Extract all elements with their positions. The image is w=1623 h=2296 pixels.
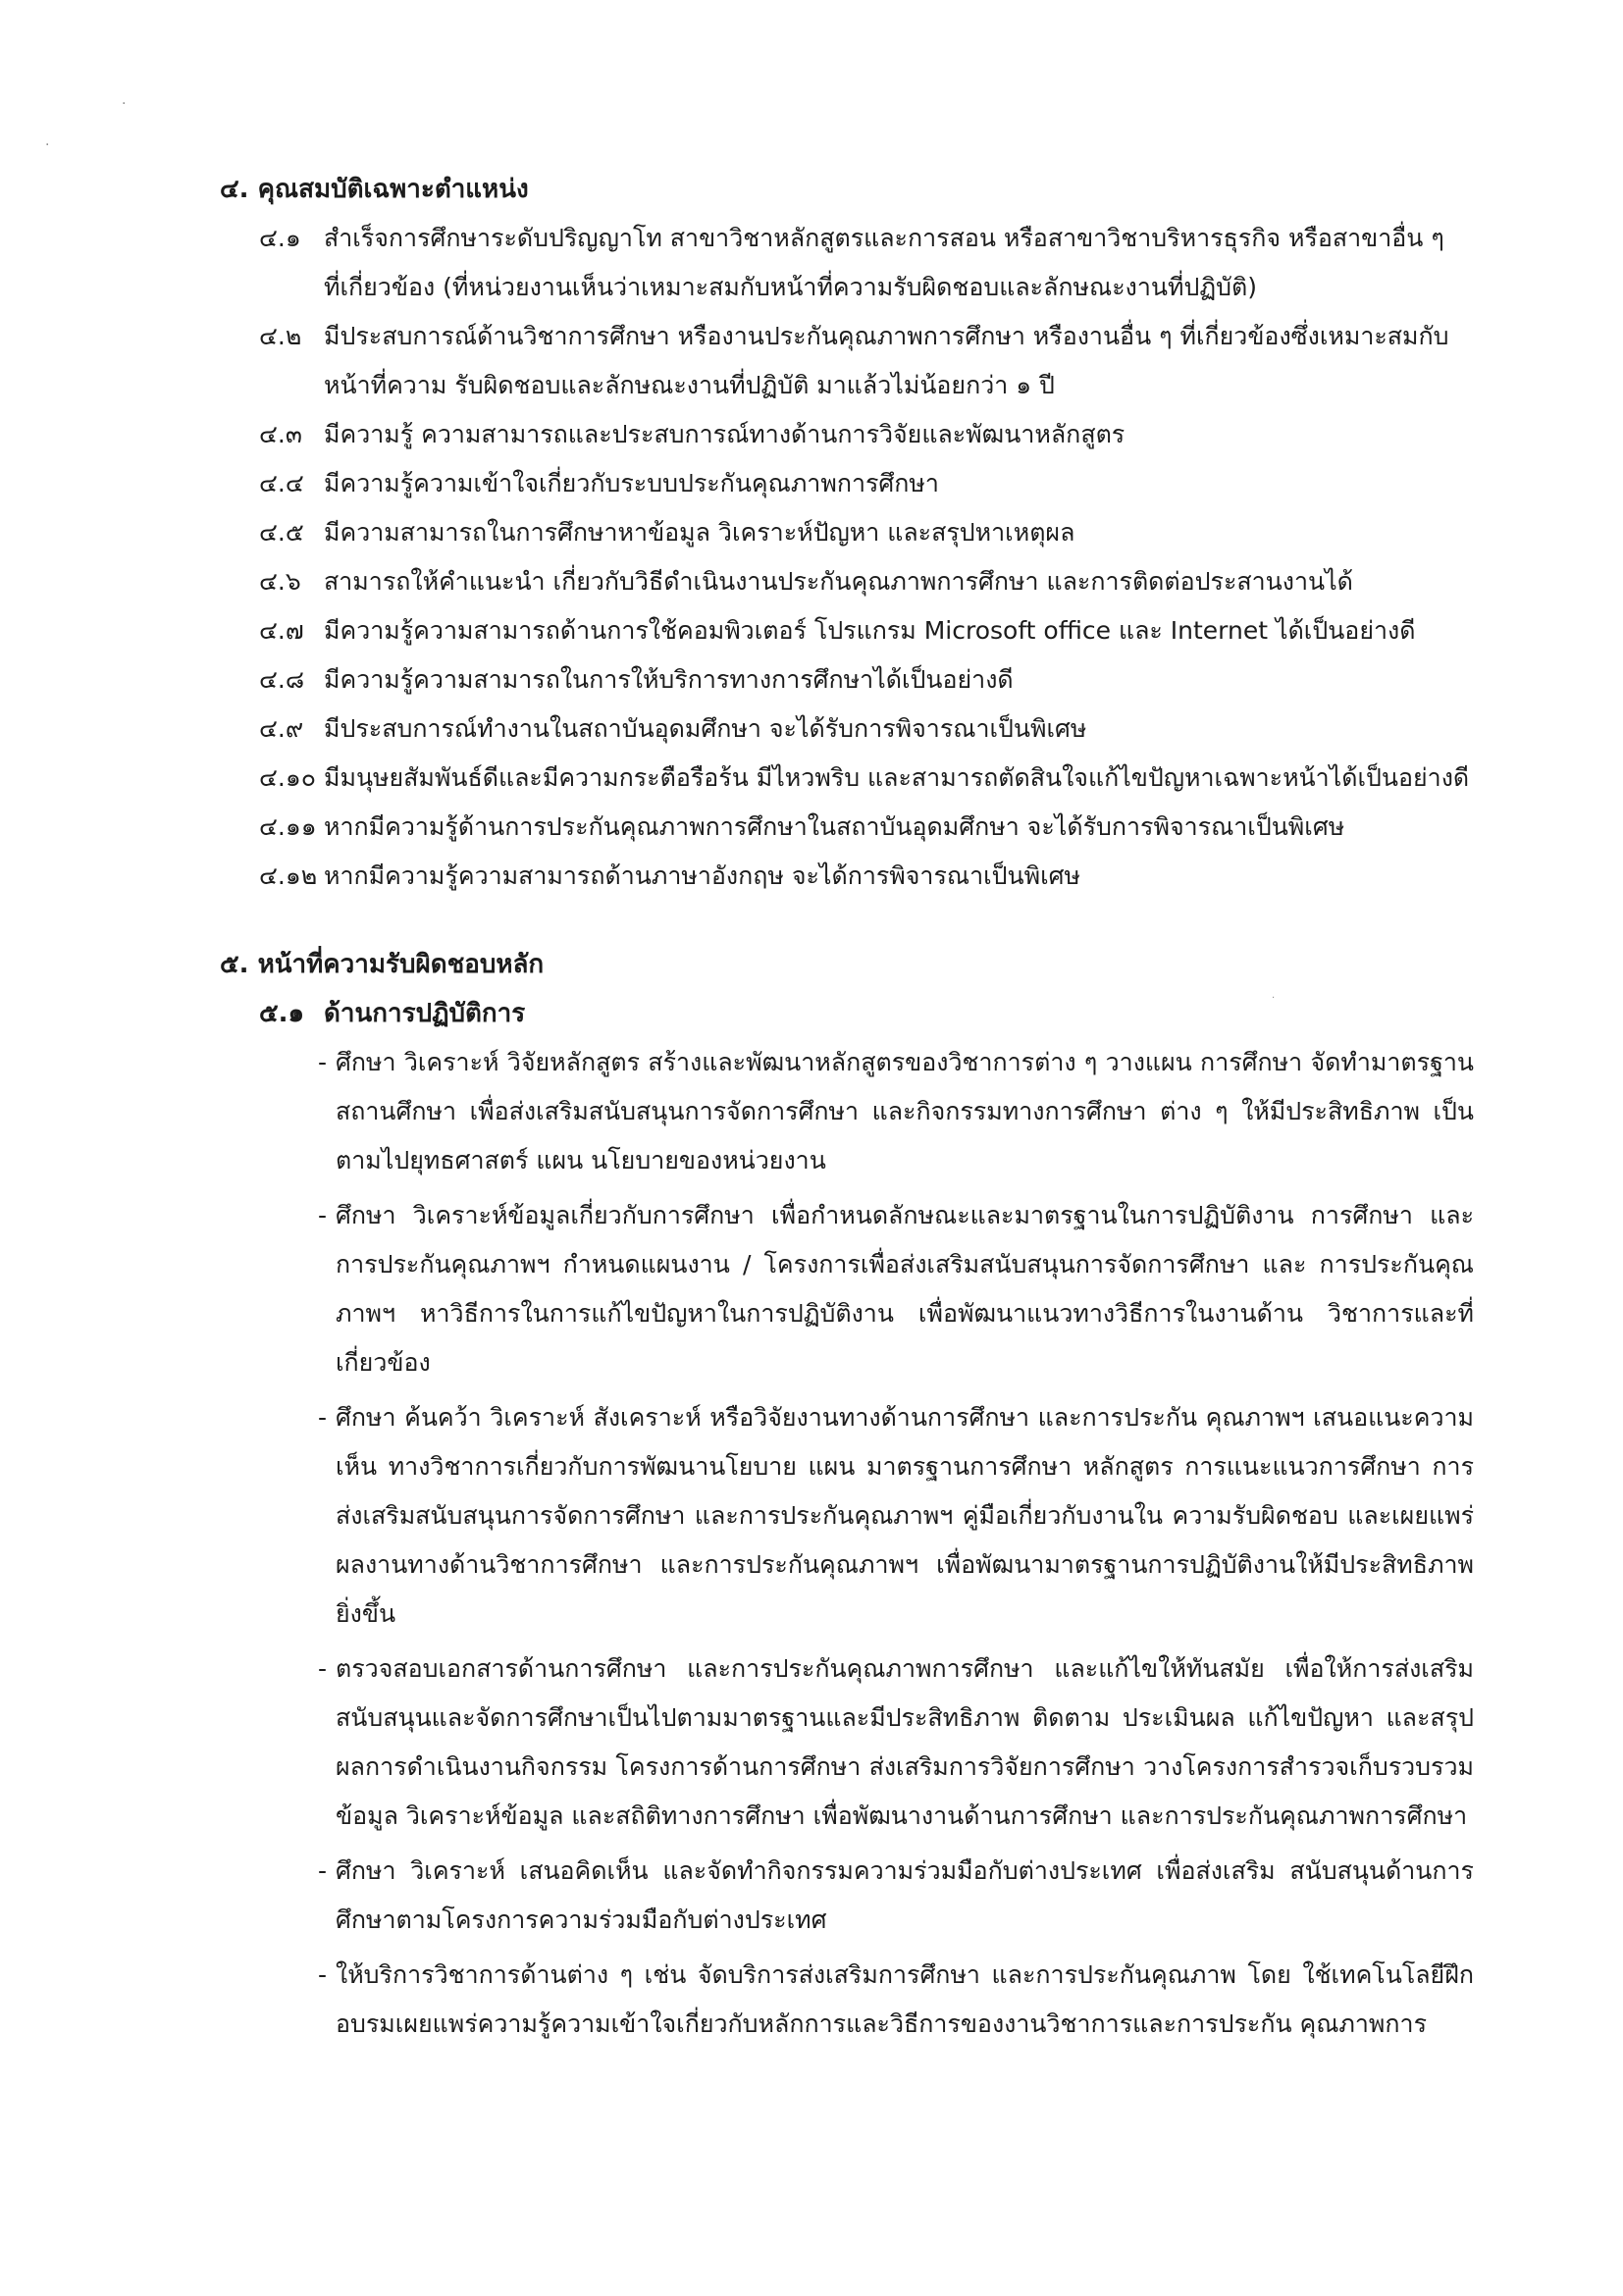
item-text-line: มีประสบการณ์ด้านวิชาการศึกษา หรืองานประกันคุณภาพการศึกษา หรืองานอื่น ๆ ที่เกี่ยวข้องซึ่งเหมาะสมกับ (324, 322, 1449, 350)
subsection-title: ด้านการปฏิบัติการ (324, 999, 526, 1028)
item-text-line: สามารถให้คำแนะนำ เกี่ยวกับวิธีดำเนินงานประกันคุณภาพการศึกษา และการติดต่อประสานงานได้ (324, 567, 1353, 596)
item-number: ๔.๔ (259, 469, 304, 497)
bullet-text: ศึกษา ค้นคว้า วิเคราะห์ สังเคราะห์ หรือวิจัยงานทางด้านการศึกษา และการประกัน คุณภาพฯ เสนอแนะความเห็น ทางวิชาการเกี่ยวกับการพัฒนานโยบาย แผน มาตรฐานการศึกษา หลักสูตร การแนะแนวการศึกษา การส่งเสริมสนับสนุนการจัดการศึกษา และการประกันคุณภาพฯ คู่มือเกี่ยวกับงานใน ความรับผิดชอบ และเผยแพร่ผลงานทางด้านวิชาการศึกษา และการประกันคุณภาพฯ เพื่อพัฒนามาตรฐานการปฏิบัติงานให้มีประสิทธิภาพยิ่งขึ้น (336, 1403, 1474, 1628)
bullet-text: ศึกษา วิเคราะห์ วิจัยหลักสูตร สร้างและพัฒนาหลักสูตรของวิชาการต่าง ๆ วางแผน การศึกษา จัดทำมาตรฐานสถานศึกษา เพื่อส่งเสริมสนับสนุนการจัดการศึกษา และกิจกรรมทางการศึกษา ต่าง ๆ ให้มีประสิทธิภาพ เป็นตามไปยุทธศาสตร์ แผน นโยบายของหน่วยงาน (336, 1048, 1474, 1174)
item-text-line: ที่เกี่ยวข้อง (ที่หน่วยงานเห็นว่าเหมาะสมกับหน้าที่ความรับผิดชอบและลักษณะงานที่ปฏิบัติ) (324, 273, 1257, 301)
item-number: ๔.๑๐ (259, 763, 316, 792)
item-text-line: มีความสามารถในการศึกษาหาข้อมูล วิเคราะห์ปัญหา และสรุปหาเหตุผล (324, 518, 1075, 547)
section-4-list (0, 214, 1623, 901)
bullet-item (318, 1951, 1474, 2049)
item-text-line: มีความรู้ความสามารถในการให้บริการทางการศึกษาได้เป็นอย่างดี (324, 665, 1014, 694)
list-item-4-7 (259, 606, 1452, 655)
list-item-4-3 (259, 410, 1452, 459)
item-number: ๔.๒ (259, 322, 302, 350)
item-number: ๔.๘ (259, 665, 305, 694)
scan-speck-mark: · (122, 96, 127, 112)
document-body (0, 165, 1623, 2055)
bullet-item (318, 1644, 1474, 1841)
item-text-line: มีความรู้ความเข้าใจเกี่ยวกับระบบประกันคุณภาพการศึกษา (324, 469, 939, 497)
list-item-4-12 (259, 852, 1452, 901)
bullet-dash: - (318, 1654, 328, 1683)
section-5-bullet-list (0, 1038, 1623, 2049)
item-number: ๔.๑ (259, 224, 301, 252)
section-5-heading: ๕. หน้าที่ความรับผิดชอบหลัก (220, 950, 545, 979)
item-number: ๔.๓ (259, 420, 302, 448)
item-number: ๔.๖ (259, 567, 301, 596)
subsection-5-1-heading (259, 989, 1623, 1038)
scan-speck-mark: · (45, 137, 50, 153)
bullet-item (318, 1847, 1474, 1945)
list-item-4-9 (259, 704, 1452, 754)
item-number: ๔.๑๑ (259, 812, 317, 841)
bullet-dash: - (318, 1403, 328, 1432)
item-text-line: มีประสบการณ์ทำงานในสถาบันอุดมศึกษา จะได้รับการพิจารณาเป็นพิเศษ (324, 714, 1087, 743)
item-number: ๔.๙ (259, 714, 304, 743)
bullet-text: ตรวจสอบเอกสารด้านการศึกษา และการประกันคุณภาพการศึกษา และแก้ไขให้ทันสมัย เพื่อให้การส่งเสริมสนับสนุนและจัดการศึกษาเป็นไปตามมาตรฐานและมีประสิทธิภาพ ติดตาม ประเมินผล แก้ไขปัญหา และสรุปผลการดำเนินงานกิจกรรม โครงการด้านการศึกษา ส่งเสริมการวิจัยการศึกษา วางโครงการสำรวจเก็บรวบรวมข้อมูล วิเคราะห์ข้อมูล และสถิติทางการศึกษา เพื่อพัฒนางานด้านการศึกษา และการประกันคุณภาพการศึกษา (336, 1654, 1474, 1830)
item-number: ๔.๗ (259, 616, 304, 645)
list-item-4-11 (259, 803, 1452, 852)
section-4-heading: ๔. คุณสมบัติเฉพาะตำแหน่ง (220, 175, 529, 204)
bullet-dash: - (318, 1856, 328, 1885)
list-item-4-5 (259, 508, 1452, 557)
subsection-number: ๕.๑ (259, 999, 305, 1028)
bullet-item (318, 1191, 1474, 1387)
list-item-4-2 (259, 312, 1452, 410)
bullet-dash: - (318, 1048, 328, 1076)
scan-speck-mark: · (1272, 993, 1276, 1004)
item-text-line: หากมีความรู้ด้านการประกันคุณภาพการศึกษาในสถาบันอุดมศึกษา จะได้รับการพิจารณาเป็นพิเศษ (324, 812, 1345, 841)
bullet-dash: - (318, 1960, 328, 1989)
list-item-4-6 (259, 557, 1452, 606)
item-text-line: หน้าที่ความ รับผิดชอบและลักษณะงานที่ปฏิบัติ มาแล้วไม่น้อยกว่า ๑ ปี (324, 371, 1055, 399)
item-text-line: หากมีความรู้ความสามารถด้านภาษาอังกฤษ จะได้การพิจารณาเป็นพิเศษ (324, 861, 1081, 890)
list-item-4-4 (259, 459, 1452, 508)
bullet-text: ศึกษา วิเคราะห์ข้อมูลเกี่ยวกับการศึกษา เพื่อกำหนดลักษณะและมาตรฐานในการปฏิบัติงาน การศึกษา และการประกันคุณภาพฯ กำหนดแผนงาน / โครงการเพื่อส่งเสริมสนับสนุนการจัดการศึกษา และ การประกันคุณภาพฯ หาวิธีการในการแก้ไขปัญหาในการปฏิบัติงาน เพื่อพัฒนาแนวทางวิธีการในงานด้าน วิชาการและที่เกี่ยวข้อง (336, 1201, 1474, 1377)
item-number: ๔.๕ (259, 518, 304, 547)
section-spacer (0, 901, 1623, 940)
list-item-4-1 (259, 214, 1452, 312)
list-item-4-10 (259, 754, 1470, 803)
bullet-text: ให้บริการวิชาการด้านต่าง ๆ เช่น จัดบริการส่งเสริมการศึกษา และการประกันคุณภาพ โดย ใช้เทคโนโลยีฝึกอบรมเผยแพร่ความรู้ความเข้าใจเกี่ยวกับหลักการและวิธีการของงานวิชาการและการประกัน คุณภาพการ (336, 1960, 1474, 2038)
item-text-line: สำเร็จการศึกษาระดับปริญญาโท สาขาวิชาหลักสูตรและการสอน หรือสาขาวิชาบริหารธุรกิจ หรือสาขาอื่น ๆ (324, 224, 1444, 252)
item-text-line: มีความรู้ความสามารถด้านการใช้คอมพิวเตอร์ โปรแกรม Microsoft office และ Internet ได้เป็นอย่างดี (324, 616, 1416, 645)
list-item-4-8 (259, 655, 1452, 704)
bullet-text: ศึกษา วิเคราะห์ เสนอคิดเห็น และจัดทำกิจกรรมความร่วมมือกับต่างประเทศ เพื่อส่งเสริม สนับสนุนด้านการศึกษาตามโครงการความร่วมมือกับต่างประเทศ (336, 1856, 1474, 1934)
bullet-dash: - (318, 1201, 328, 1229)
bullet-item (318, 1393, 1474, 1639)
item-text-line: มีมนุษยสัมพันธ์ดีและมีความกระตือรือร้น มีไหวพริบ และสามารถตัดสินใจแก้ไขปัญหาเฉพาะหน้าได้เป็นอย่างดี (324, 763, 1470, 792)
item-number: ๔.๑๒ (259, 861, 318, 890)
item-text-line: มีความรู้ ความสามารถและประสบการณ์ทางด้านการวิจัยและพัฒนาหลักสูตร (324, 420, 1126, 448)
bullet-item (318, 1038, 1474, 1185)
